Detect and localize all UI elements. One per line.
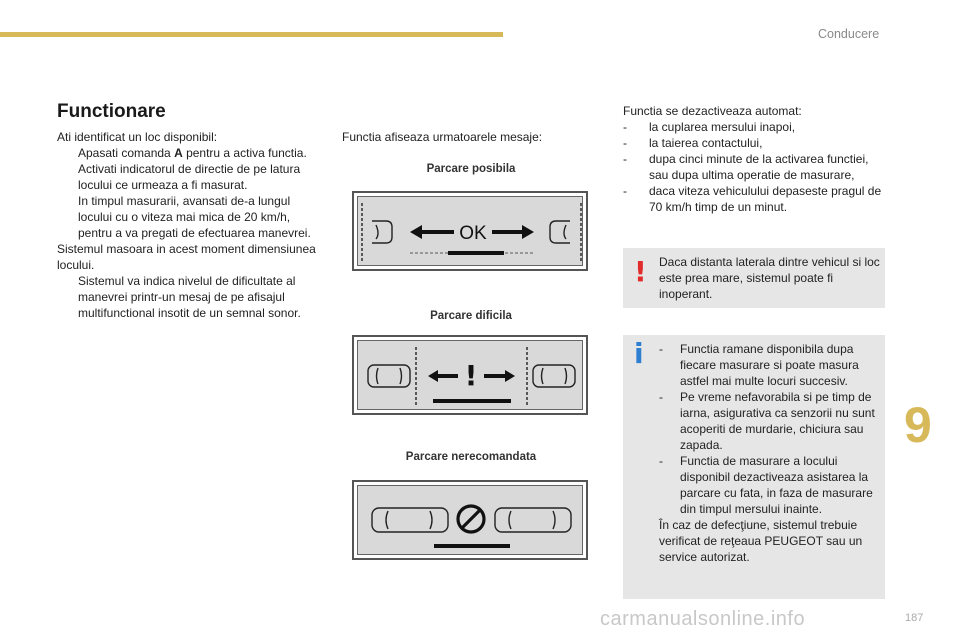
display-panel-not-recommended <box>352 480 588 560</box>
intro-text: Ati identificat un loc disponibil: <box>57 130 218 144</box>
command-key: A <box>174 146 183 160</box>
list-item: - la taierea contactului, <box>623 136 763 150</box>
list-item: - la cuplarea mersului inapoi, <box>623 120 796 134</box>
list-item: - daca viteza vehiculului depaseste pragul de 70 km/h timp de un minut. <box>623 184 882 214</box>
car-right-icon <box>550 203 581 261</box>
parking-difficult-graphic <box>358 341 585 410</box>
list-item: Activati indicatorul de directie de pe latura locului ce urmeaza a fi masurat. <box>78 162 301 192</box>
watermark: carmanualsonline.info <box>600 608 806 630</box>
deactivation-intro: Functia se dezactiveaza automat: <box>623 104 802 118</box>
section-name: Conducere <box>818 27 880 41</box>
display-panel-difficult <box>352 335 588 415</box>
top-accent-bar <box>0 32 503 37</box>
warning-box <box>623 248 885 308</box>
parking-possible-graphic <box>358 197 585 266</box>
deactivation-column <box>623 103 885 215</box>
space-indicator-bar <box>433 399 511 403</box>
body-text: Sistemul masoara in acest moment dimensiunea locului. <box>57 242 316 272</box>
space-indicator-bar <box>448 251 504 255</box>
warning-text: Daca distanta laterala dintre vehicul si loc este prea mare, sistemul poate fi inoperant. <box>659 255 880 301</box>
arrow-right-icon <box>484 370 515 382</box>
info-icon: i <box>634 337 644 370</box>
messages-intro: Functia afiseaza urmatoarele mesaje: <box>342 130 543 144</box>
ok-symbol: OK <box>459 223 487 244</box>
message-title-not-recommended: Parcare nerecomandata <box>405 451 537 463</box>
list-item: - Pe vreme nefavorabila si pe timp de iarna, asigurativa ca senzorii nu sunt acoperiti de murdarie, chiciura sau zapada. <box>659 390 875 452</box>
car-right-icon <box>527 347 575 405</box>
list-item: - Functia ramane disponibila dupa fiecare masurare si poate masura astfel mai multe locuri succesiv. <box>659 342 859 388</box>
arrow-left-icon <box>428 370 458 382</box>
parking-not-recommended-graphic <box>358 486 585 555</box>
list-item: Sistemul va indica nivelul de dificultate al manevrei printr-un mesaj de pe afisajul multifunctional insotit de un semnal sonor. <box>78 274 301 320</box>
warning-symbol: ! <box>464 359 478 392</box>
instructions-column <box>57 129 319 321</box>
page-title: Functionare <box>57 101 166 122</box>
no-entry-icon <box>458 506 484 532</box>
display-panel-possible <box>352 191 588 271</box>
list-item: In timpul masurarii, avansati de-a lungul locului cu o viteza mai mica de 20 km/h, pentru a va pregati de efectuarea manevrei. <box>78 194 311 240</box>
car-left-icon <box>368 347 416 405</box>
car-left-icon <box>372 508 448 532</box>
space-indicator-bar <box>434 544 510 548</box>
info-box <box>623 335 885 599</box>
list-item: Apasati comanda A pentru a activa functia. <box>78 146 307 160</box>
arrow-right-icon <box>492 225 534 239</box>
list-item: - Functia de masurare a locului disponibil dezactiveaza asistarea la parcare cu fata, in faza de masurare din timpul mersului inainte. <box>659 454 873 516</box>
page-number: 187 <box>905 612 924 624</box>
chapter-number: 9 <box>904 397 932 453</box>
message-title-difficult: Parcare dificila <box>430 310 512 322</box>
message-title-possible: Parcare posibila <box>426 163 516 175</box>
arrow-left-icon <box>410 225 454 239</box>
list-item: - dupa cinci minute de la activarea functiei, sau dupa ultima operatie de masurare, <box>623 152 869 182</box>
car-left-icon <box>362 203 392 261</box>
exclamation-icon: ! <box>634 255 647 288</box>
info-text <box>659 341 881 565</box>
info-footer: În caz de defecţiune, sistemul trebuie verificat de reţeaua PEUGEOT sau un service autorizat. <box>659 518 863 564</box>
car-right-icon <box>495 508 571 532</box>
